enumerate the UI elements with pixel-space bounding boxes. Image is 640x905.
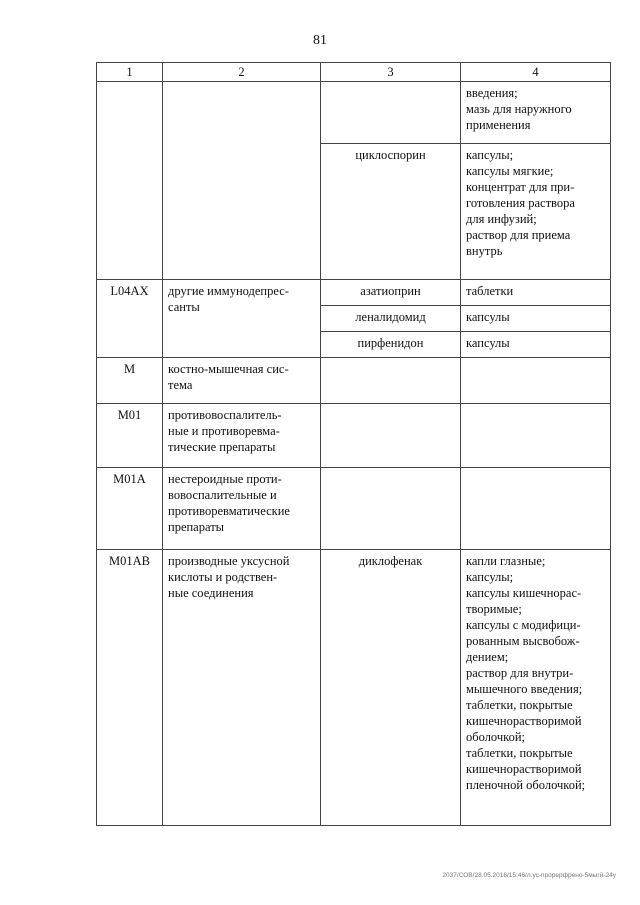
table-row bbox=[97, 468, 611, 550]
header-col-1: 1 bbox=[97, 63, 163, 82]
code-cell: M01 bbox=[97, 404, 163, 468]
drug-cell bbox=[321, 468, 461, 550]
drug-cell: леналидомид bbox=[321, 306, 461, 332]
forms-cell: капсулы bbox=[461, 332, 611, 358]
group-cell: нестероидные проти- вовоспалительные и противоревматические препараты bbox=[163, 468, 321, 550]
forms-cell bbox=[461, 404, 611, 468]
group-cell: костно-мышечная сис- тема bbox=[163, 358, 321, 404]
drug-cell bbox=[321, 82, 461, 144]
table-header-row bbox=[97, 63, 611, 82]
table-row bbox=[97, 404, 611, 468]
code-cell: M01A bbox=[97, 468, 163, 550]
group-cell: производные уксусной кислоты и родствен- ные соединения bbox=[163, 550, 321, 826]
page-number: 81 bbox=[313, 33, 327, 48]
footer-stamp: 2037/СОВ/28.05.2018/15:46/л.ус-прорерфрено-5мыгй-24у bbox=[442, 872, 616, 879]
drug-cell: диклофенак bbox=[321, 550, 461, 826]
group-cell: другие иммунодепрес- санты bbox=[163, 280, 321, 358]
forms-cell: капсулы; капсулы мягкие; концентрат для при- готовления раствора для инфузий; раствор для приема внутрь bbox=[461, 144, 611, 280]
table-row bbox=[97, 280, 611, 306]
drug-cell bbox=[321, 404, 461, 468]
forms-cell bbox=[461, 358, 611, 404]
drug-table bbox=[96, 62, 611, 826]
drug-cell bbox=[321, 358, 461, 404]
header-col-2: 2 bbox=[163, 63, 321, 82]
code-cell: M bbox=[97, 358, 163, 404]
group-cell: противовоспалитель- ные и противоревма- тические препараты bbox=[163, 404, 321, 468]
group-cell bbox=[163, 82, 321, 280]
forms-cell bbox=[461, 468, 611, 550]
forms-cell: введения; мазь для наружного применения bbox=[461, 82, 611, 144]
drug-cell: пирфенидон bbox=[321, 332, 461, 358]
forms-cell: капли глазные; капсулы; капсулы кишечнорас- творимые; капсулы с модифици- рованным высвобож- дением; раствор для внутри- мышечного введения; таблетки, покрытые кишечнорастворимой оболочкой; таблетки, покрытые кишечнорастворимой пленочной оболочкой; bbox=[461, 550, 611, 826]
code-cell bbox=[97, 82, 163, 280]
header-col-3: 3 bbox=[321, 63, 461, 82]
drug-cell: циклоспорин bbox=[321, 144, 461, 280]
code-cell: L04AX bbox=[97, 280, 163, 358]
header-col-4: 4 bbox=[461, 63, 611, 82]
forms-cell: таблетки bbox=[461, 280, 611, 306]
code-cell: M01AB bbox=[97, 550, 163, 826]
table-row bbox=[97, 358, 611, 404]
table-row bbox=[97, 82, 611, 144]
drug-cell: азатиоприн bbox=[321, 280, 461, 306]
table-row bbox=[97, 550, 611, 826]
forms-cell: капсулы bbox=[461, 306, 611, 332]
